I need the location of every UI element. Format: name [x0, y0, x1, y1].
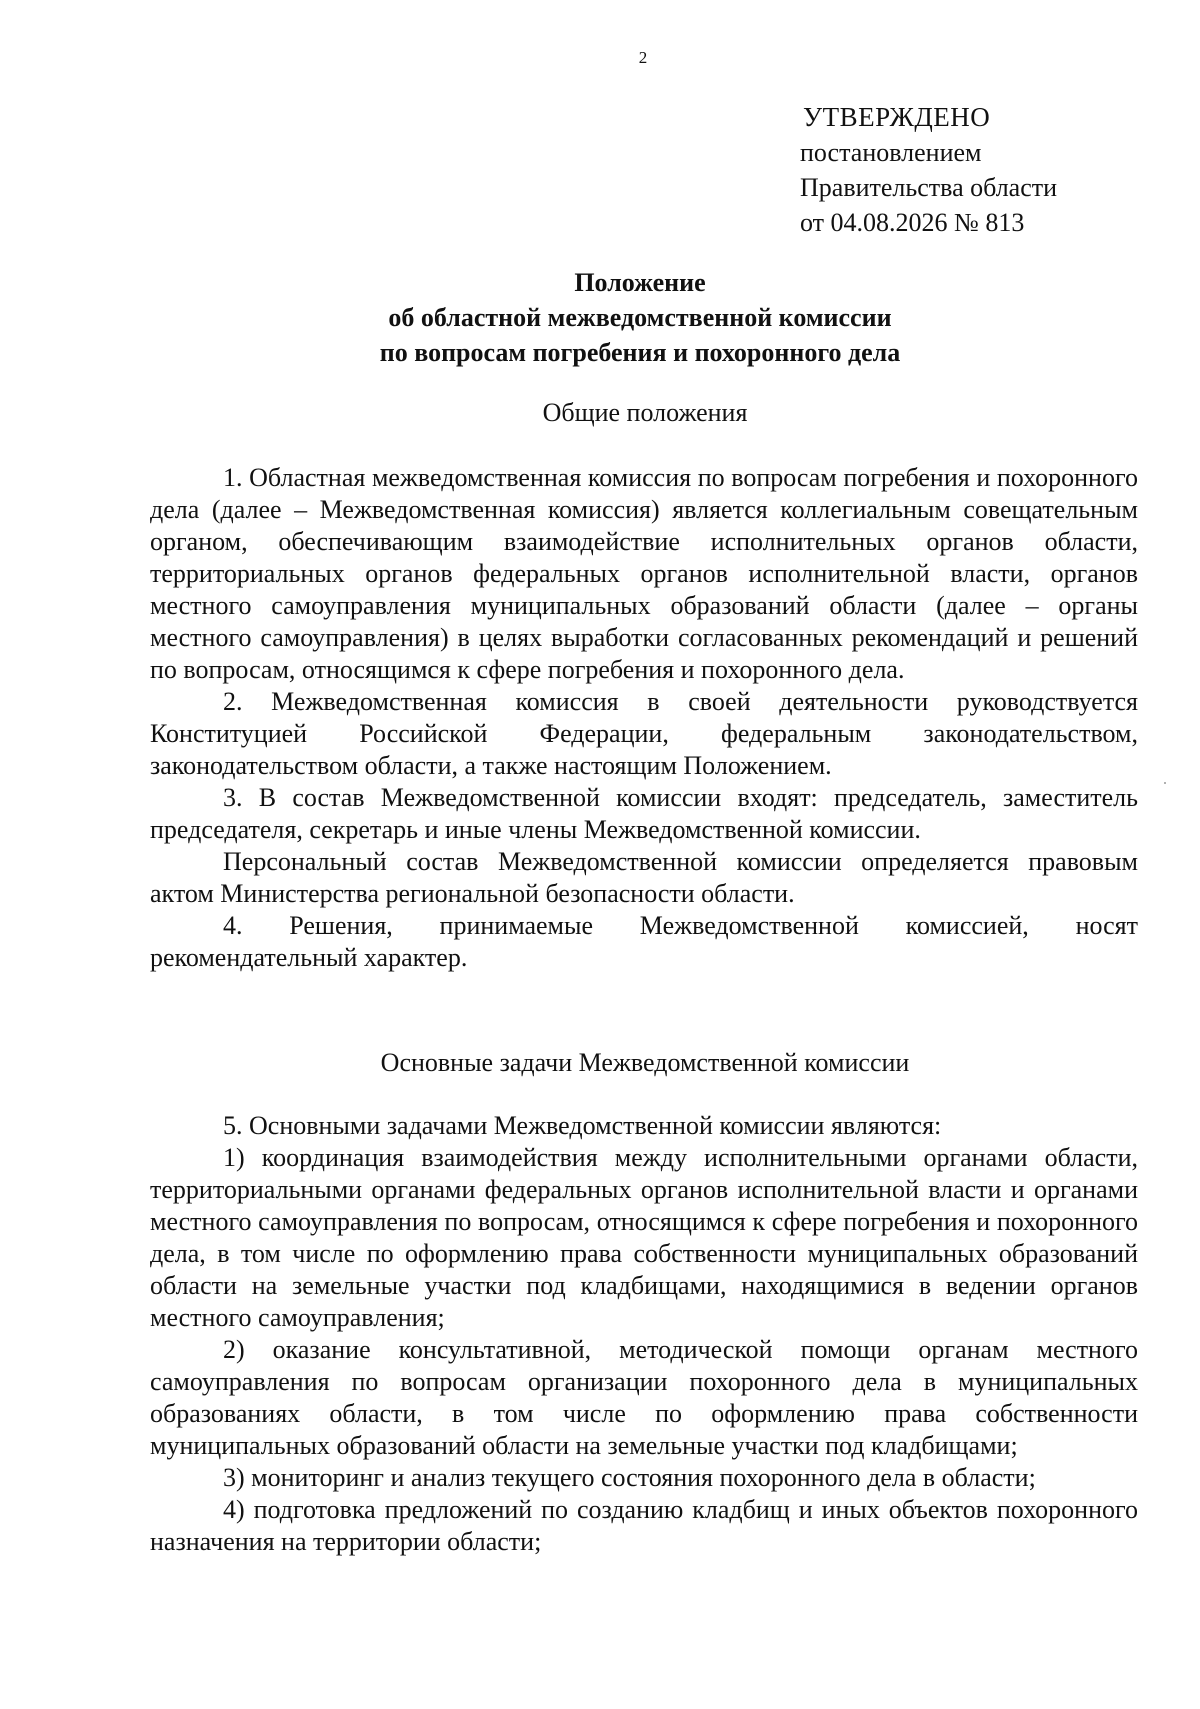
paragraph: 5. Основными задачами Межведомственной комиссии являются: [223, 1111, 942, 1140]
page-number: 2 [638, 48, 648, 67]
section-heading-tasks: Основные задачи Межведомственной комиссии [380, 1048, 910, 1077]
list-item: 3) мониторинг и анализ текущего состояния похоронного дела в области; [223, 1463, 1036, 1492]
list-item: 4) подготовка предложений по созданию кладбищ и иных объектов похоронного назначения на территории области; [150, 1495, 1138, 1556]
approval-line-2: Правительства области [800, 173, 1058, 202]
document-title [200, 265, 1080, 370]
list-item: 1) координация взаимодействия между исполнительными органами области, территориальными органами федеральных органов исполнительной власти и органами местного самоуправления по вопросам, относящимся к сфере погребения и похоронного дела, в том числе по оформлению права собственности муниципальных образований области на земельные участки под кладбищами, находящимися в ведении органов местного самоуправления; [150, 1143, 1138, 1332]
approval-line-3: от 04.08.2026 № 813 [800, 208, 1025, 237]
approval-title: УТВЕРЖДЕНО [803, 102, 991, 132]
paragraph: 4. Решения, принимаемые Межведомственной комиссией, носят рекомендательный характер. [150, 911, 1138, 972]
paragraph: 1. Областная межведомственная комиссия по вопросам погребения и похоронного дела (далее – Межведомственная комиссия) является коллегиальным совещательным органом, обеспечивающим взаимодействие исполнительных органов области, территориальных органов федеральных органов исполнительной власти, органов местного самоуправления муниципальных образований области (далее – органы местного самоуправления) в целях выработки согласованных рекомендаций и решений по вопросам, относящимся к сфере погребения и похоронного дела. [150, 463, 1138, 684]
document-title-line-3: по вопросам погребения и похоронного дела [379, 338, 901, 367]
list-item: 2) оказание консультативной, методической помощи органам местного самоуправления по вопросам организации похоронного дела в муниципальных образованиях области, в том числе по оформлению права собственности муниципальных образований области на земельные участки под кладбищами; [150, 1335, 1138, 1460]
approval-stamp [800, 100, 1057, 240]
section-heading-general: Общие положения [542, 398, 748, 427]
paragraph: 3. В состав Межведомственной комиссии входят: председатель, заместитель председателя, секретарь и иные члены Межведомственной комиссии. [150, 783, 1138, 844]
paragraph: 2. Межведомственная комиссия в своей деятельности руководствуется Конституцией Российской Федерации, федеральным законодательством, законодательством области, а также настоящим Положением. [150, 687, 1138, 780]
document-title-line-1: Положение [574, 268, 706, 297]
document-title-line-2: об областной межведомственной комиссии [388, 303, 892, 332]
section-body-tasks [150, 1110, 1138, 1558]
paragraph: Персональный состав Межведомственной комиссии определяется правовым актом Министерства региональной безопасности области. [150, 847, 1138, 908]
approval-line-1: постановлением [800, 138, 982, 167]
scan-speck [1164, 782, 1166, 784]
section-body-general [150, 462, 1138, 974]
